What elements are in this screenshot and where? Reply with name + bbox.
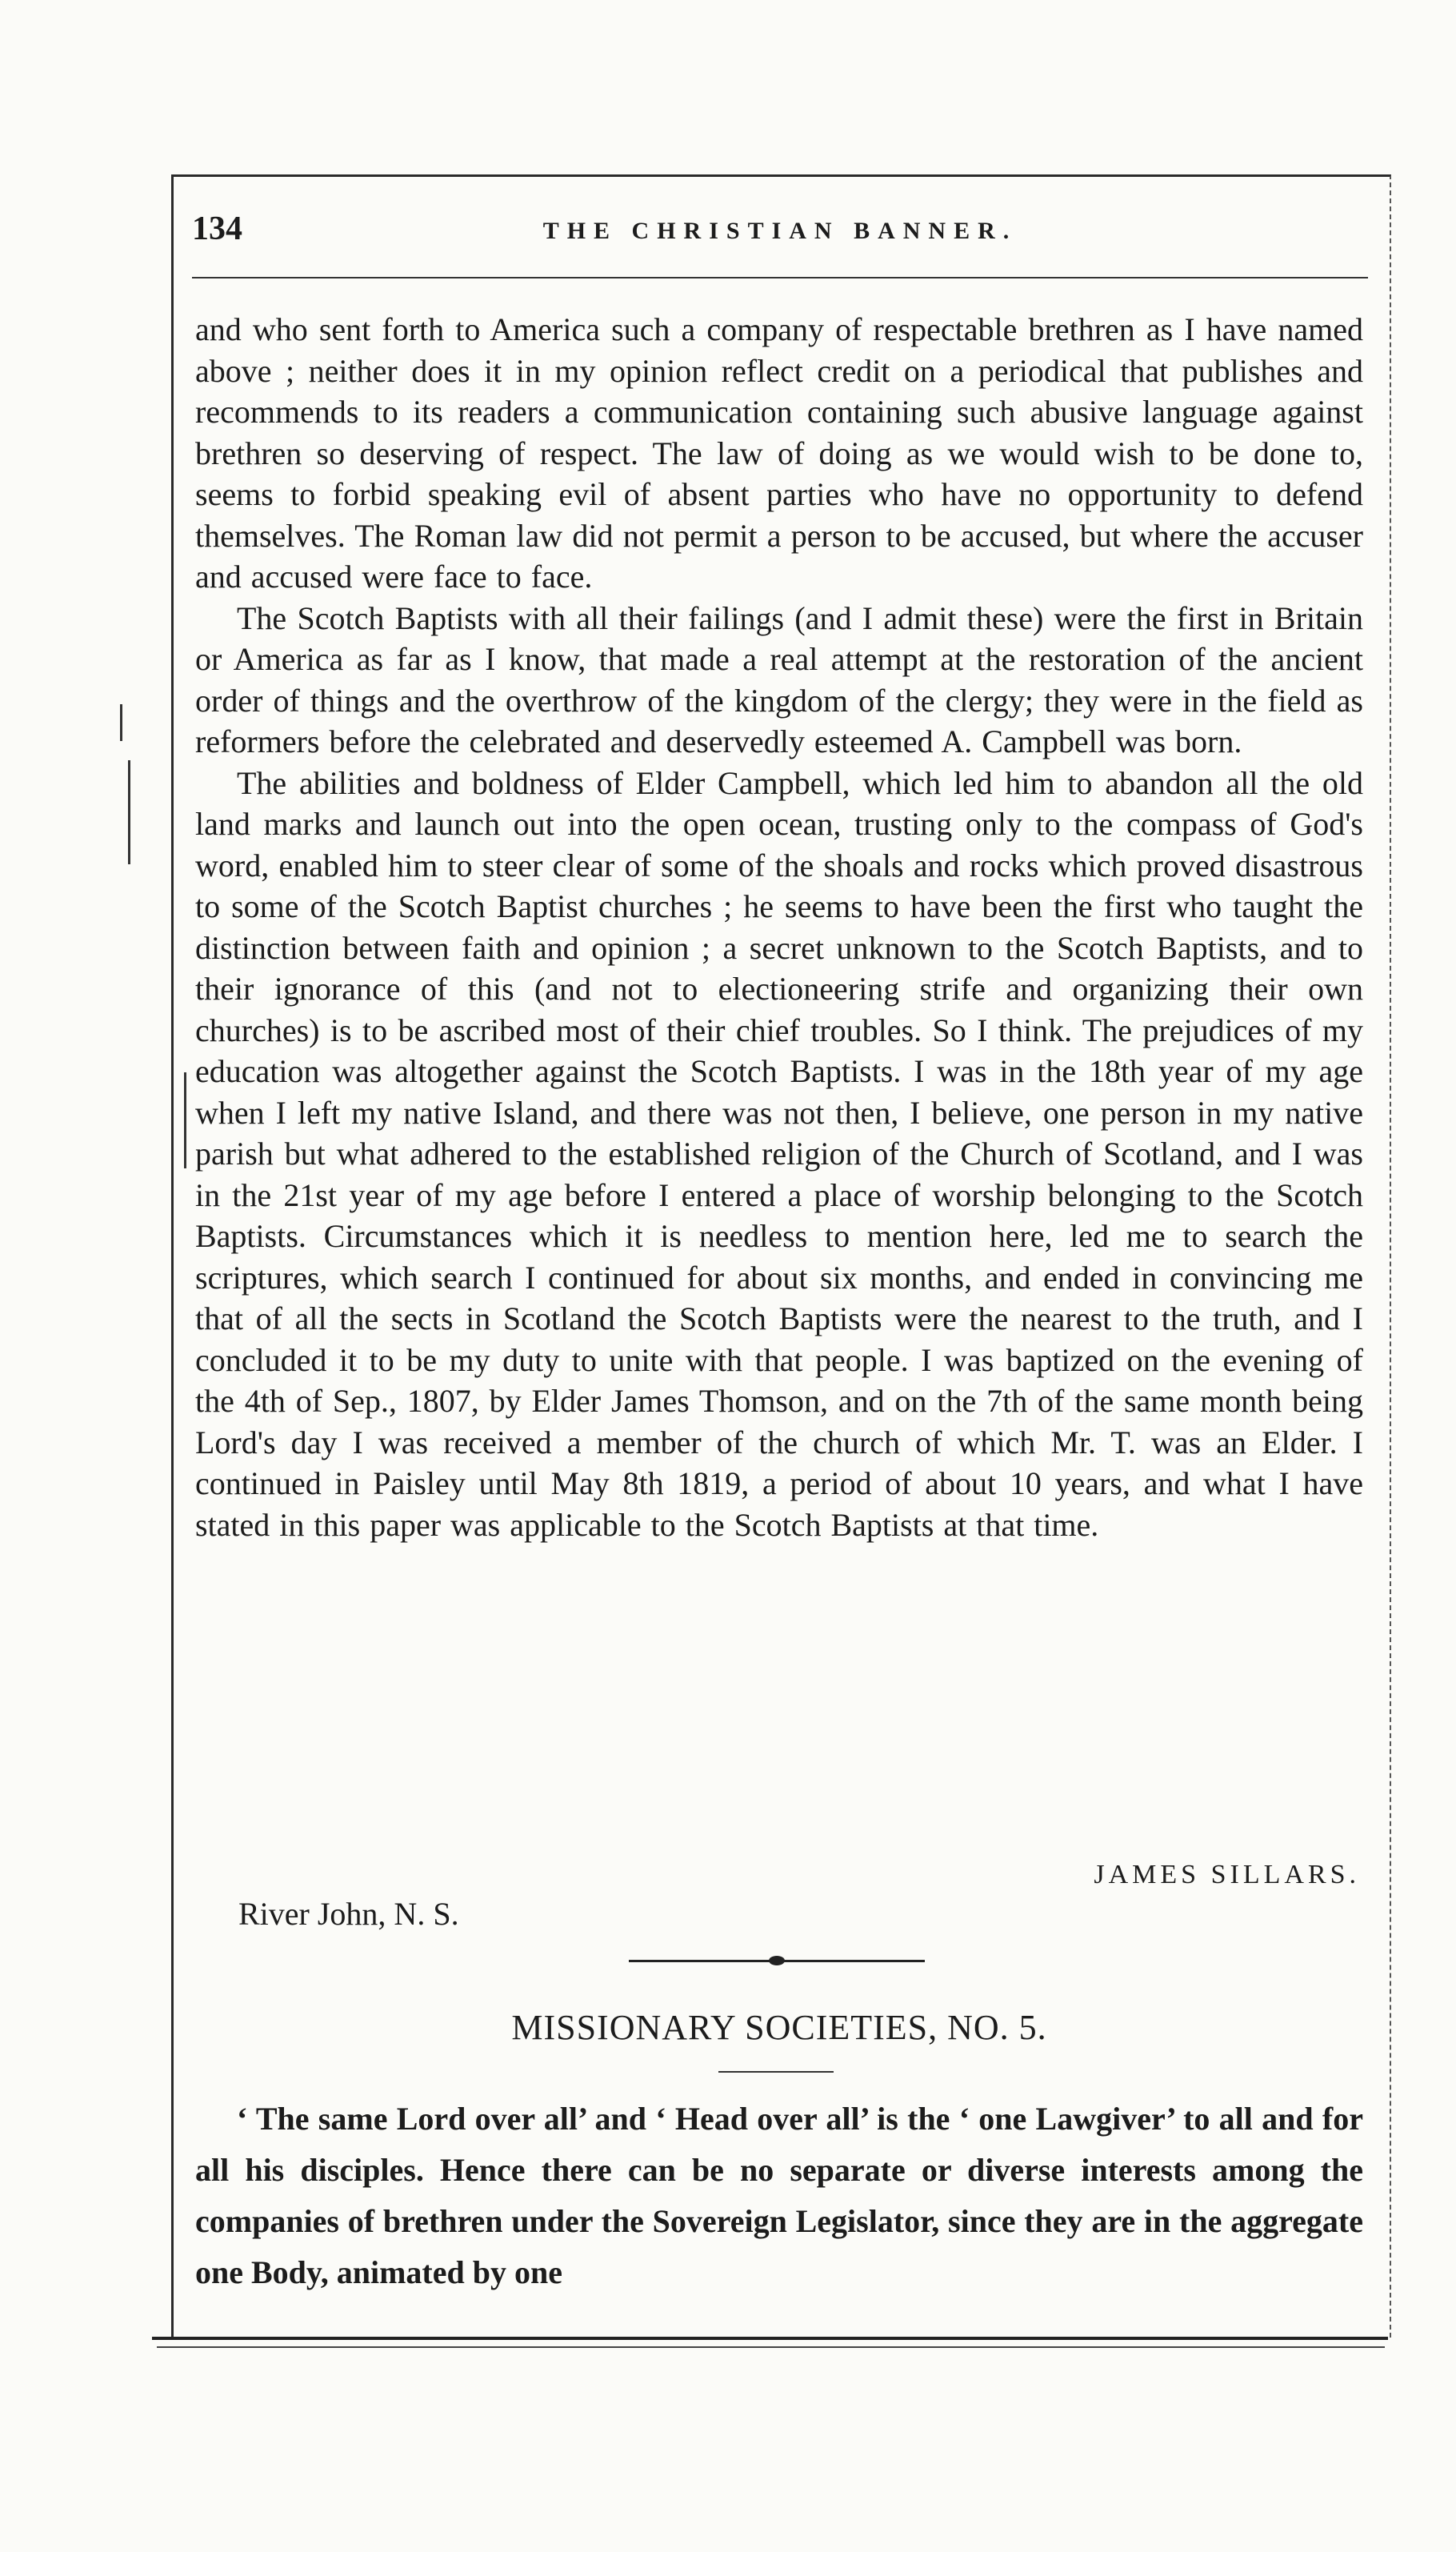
- margin-mark: [120, 704, 122, 741]
- section-title: MISSIONARY SOCIETIES, NO. 5.: [511, 2008, 1047, 2047]
- author-signature: JAMES SILLARS.: [1094, 1860, 1360, 1889]
- margin-mark: [128, 760, 130, 864]
- page-number: 134: [192, 210, 242, 247]
- paragraph: ‘ The same Lord over all’ and ‘ Head over all’ is the ‘ one Lawgiver’ to all and for all his disciples. Hence there can be no separate or diverse interests among the companies of brethren under the Sovereign Legislator, since they are in the aggregate one Body, animated by one: [195, 2101, 1363, 2290]
- bottom-rule-secondary: [157, 2346, 1385, 2348]
- paragraph: The Scotch Baptists with all their failings (and I admit these) were the first in Britain or America as far as I know, that made a real attempt at the restoration of the ancient order of things and the overthrow of the kingdom of the clergy; they were in the field as reformers before the celebrated and deservedly esteemed A. Campbell was born.: [195, 599, 1363, 759]
- article-body: [195, 309, 1363, 1545]
- section-body: [195, 2093, 1363, 2298]
- running-head: [192, 210, 1368, 258]
- section-ornament: [629, 1953, 925, 1969]
- journal-title: THE CHRISTIAN BANNER.: [542, 218, 1018, 244]
- paragraph: and who sent forth to America such a company of respectable brethren as I have named above ; neither does it in my opinion reflect credit on a periodical that publishes and recommends to its readers a communication containing such abusive language against brethren so deserving of respect. The law of doing as we would wish to be done to, seems to forbid speaking evil of absent parties who have no opportunity to defend themselves. The Roman law did not permit a person to be accused, but where the accuser and accused were face to face.: [195, 311, 1363, 595]
- margin-mark: [184, 1072, 186, 1168]
- bottom-rule: [152, 2337, 1388, 2340]
- paragraph: The abilities and boldness of Elder Campbell, which led him to abandon all the old land marks and launch out into the open ocean, trusting only to the compass of God's word, enabled him to steer clear of some of the shoals and rocks which proved disastrous to some of the Scotch Baptist churches ; he seems to have been the first who taught the distinction between faith and opinion ; a secret unknown to the Scotch Baptists, and to their ignorance of this (and not to electioneering strife and organizing their own churches) is to be ascribed most of their chief troubles. So I think. The prejudices of my education was altogether against the Scotch Baptists. I was in the 18th year of my age when I left my native Island, and there was not then, I believe, one person in my native parish but what adhered to the established religion of the Church of Scotland, and I was in the 21st year of my age before I entered a place of worship belonging to the Scotch Baptists. Circumstances which it is needless to mention here, led me to search the scriptures, which search I continued for about six months, and ended in convincing me that of all the sects in Scotland the Scotch Baptists were the nearest to the truth, and I concluded it to be my duty to unite with that people. I was baptized on the evening of the 4th of Sep., 1807, by Elder James Thomson, and on the 7th of the same month being Lord's day I was received a member of the church of which Mr. T. was an Elder. I continued in Paisley until May 8th 1819, a period of about 10 years, and what I have stated in this paper was applicable to the Scotch Baptists at that time.: [195, 764, 1363, 1543]
- ornament-dot: [769, 1956, 785, 1965]
- section-title-rule: [718, 2071, 834, 2073]
- header-rule: [192, 277, 1368, 278]
- dateline-place: River John, N. S.: [238, 1896, 459, 1932]
